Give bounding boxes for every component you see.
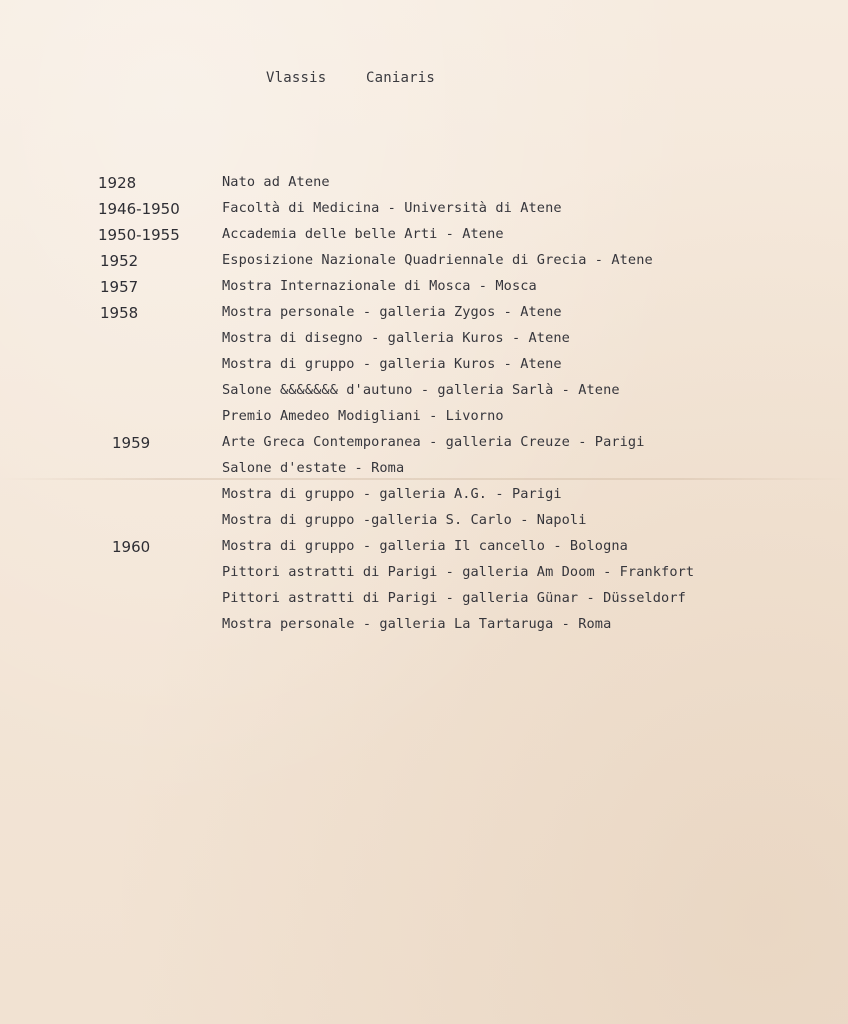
entry-text: Mostra personale - galleria La Tartaruga - Roma xyxy=(222,616,612,632)
entry-text: Premio Amedeo Modigliani - Livorno xyxy=(222,408,504,424)
entry-text: Esposizione Nazionale Quadriennale di Grecia - Atene xyxy=(222,252,653,268)
entry-row xyxy=(0,406,848,432)
title-last-name: Caniaris xyxy=(366,70,436,86)
entry-text: Mostra personale - galleria Zygos - Atene xyxy=(222,304,562,320)
entry-text: Pittori astratti di Parigi - galleria Günar - Düsseldorf xyxy=(222,590,686,606)
entry-row xyxy=(0,172,848,198)
title-first-name: Vlassis xyxy=(266,70,327,86)
entry-year: 1946-1950 xyxy=(98,200,180,218)
entry-row xyxy=(0,458,848,484)
entry-text: Mostra Internazionale di Mosca - Mosca xyxy=(222,278,537,294)
entry-year: 1950-1955 xyxy=(98,226,180,244)
entry-row xyxy=(0,510,848,536)
entry-row xyxy=(0,432,848,458)
entry-text: Mostra di disegno - galleria Kuros - Atene xyxy=(222,330,570,346)
entry-row xyxy=(0,276,848,302)
entry-row xyxy=(0,536,848,562)
entry-text: Salone d'estate - Roma xyxy=(222,460,405,476)
entry-row xyxy=(0,588,848,614)
entry-year: 1952 xyxy=(100,252,139,270)
entry-text: Nato ad Atene xyxy=(222,174,330,190)
entry-row xyxy=(0,250,848,276)
entry-text: Salone &&&&&&& d'autuno - galleria Sarlà - Atene xyxy=(222,382,620,398)
entry-text: Mostra di gruppo - galleria A.G. - Parigi xyxy=(222,486,562,502)
entry-row xyxy=(0,562,848,588)
entry-row xyxy=(0,614,848,640)
entry-year: 1958 xyxy=(100,304,139,322)
entry-text: Mostra di gruppo - galleria Kuros - Atene xyxy=(222,356,562,372)
entry-text: Mostra di gruppo -galleria S. Carlo - Napoli xyxy=(222,512,587,528)
entry-row xyxy=(0,302,848,328)
entry-text: Accademia delle belle Arti - Atene xyxy=(222,226,504,242)
entry-row xyxy=(0,328,848,354)
entry-row xyxy=(0,484,848,510)
entry-row xyxy=(0,198,848,224)
entry-text: Mostra di gruppo - galleria Il cancello - Bologna xyxy=(222,538,628,554)
entry-text: Arte Greca Contemporanea - galleria Creuze - Parigi xyxy=(222,434,645,450)
entry-text: Pittori astratti di Parigi - galleria Am Doom - Frankfort xyxy=(222,564,695,580)
entry-year: 1959 xyxy=(112,434,151,452)
entry-year: 1960 xyxy=(112,538,151,556)
entry-row xyxy=(0,354,848,380)
entry-row xyxy=(0,380,848,406)
entry-year: 1928 xyxy=(98,174,137,192)
entry-row xyxy=(0,224,848,250)
entry-text: Facoltà di Medicina - Università di Atene xyxy=(222,200,562,216)
entry-year: 1957 xyxy=(100,278,139,296)
